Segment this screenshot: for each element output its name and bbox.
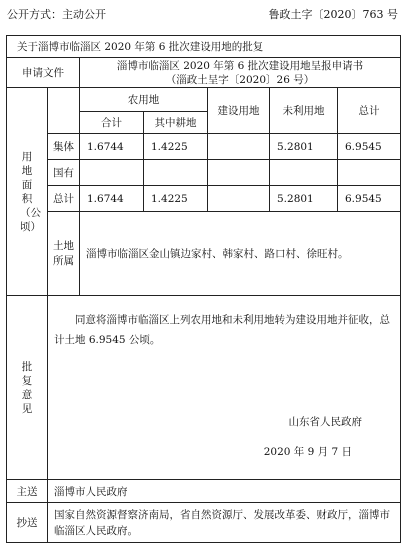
header-farmland: 其中耕地	[144, 112, 208, 134]
cell-unused: 5.2801	[270, 134, 338, 160]
cc-label: 抄送	[7, 503, 48, 543]
header-blank-cell	[48, 88, 80, 134]
approval-form-table	[6, 35, 401, 543]
location-label-text: 土地所属	[53, 239, 74, 267]
data-row-state	[7, 160, 401, 186]
application-value	[80, 58, 401, 88]
cell-total: 6.9545	[338, 134, 401, 160]
main-recipient-row	[7, 480, 401, 503]
disclosure-mode: 公开方式：主动公开	[7, 8, 106, 21]
header-subtotal: 合计	[80, 112, 144, 134]
cell-farmland: 1.4225	[144, 134, 208, 160]
cell-farmland: 1.4225	[144, 186, 208, 212]
cell-subtotal: 1.6744	[80, 186, 144, 212]
cell-construction	[208, 134, 270, 160]
approval-label	[7, 296, 48, 480]
approval-date: 2020 年 9 月 7 日	[263, 446, 353, 458]
row-label: 总计	[48, 186, 80, 212]
data-row-collective	[7, 134, 401, 160]
header-agricultural: 农用地	[80, 88, 208, 112]
application-value-line1: 淄博市临淄区 2020 年第 6 批次建设用地呈报申请书	[116, 59, 364, 72]
location-row	[7, 212, 401, 274]
document-title: 关于淄博市临淄区 2020 年第 6 批次建设用地的批复	[7, 36, 401, 58]
main-recipient-label: 主送	[7, 480, 48, 503]
application-label: 申请文件	[7, 58, 80, 88]
row-label: 国有	[48, 160, 80, 186]
data-row-total	[7, 186, 401, 212]
cell-unused: 5.2801	[270, 186, 338, 212]
land-area-side-text: 用地面积（公顷）	[20, 150, 41, 233]
main-recipient-value: 淄博市人民政府	[48, 480, 401, 503]
approval-row	[7, 296, 401, 480]
location-value: 淄博市临淄区金山镇边家村、韩家村、路口村、徐旺村。	[80, 212, 401, 296]
cell-unused	[270, 160, 338, 186]
cell-total	[338, 160, 401, 186]
land-area-side-label	[7, 88, 48, 296]
cell-subtotal: 1.6744	[80, 134, 144, 160]
document-number: 鲁政土字〔2020〕763 号	[268, 8, 398, 21]
issuing-authority: 山东省人民政府	[288, 416, 363, 428]
approval-label-text: 批复意见	[21, 360, 33, 415]
cell-farmland	[144, 160, 208, 186]
cc-value: 国家自然资源督察济南局，省自然资源厅、发展改革委、财政厅，淄博市临淄区人民政府。	[48, 503, 401, 543]
cell-total: 6.9545	[338, 186, 401, 212]
approval-opinion	[48, 296, 401, 480]
header-row-1	[7, 88, 401, 112]
application-value-line2: （淄政土呈字〔2020〕26 号）	[165, 73, 315, 86]
approval-text: 同意将淄博市临淄区上列农用地和未利用地转为建设用地并征收，总计土地 6.9545 公顷。	[54, 314, 390, 346]
cc-row	[7, 503, 401, 543]
header-construction: 建设用地	[208, 88, 270, 134]
application-row	[7, 58, 401, 88]
header-unused: 未利用地	[270, 88, 338, 134]
title-row	[7, 36, 401, 58]
header-total: 总计	[338, 88, 401, 134]
cell-subtotal	[80, 160, 144, 186]
cell-construction	[208, 186, 270, 212]
cell-construction	[208, 160, 270, 186]
row-label: 集体	[48, 134, 80, 160]
location-label	[48, 212, 80, 296]
